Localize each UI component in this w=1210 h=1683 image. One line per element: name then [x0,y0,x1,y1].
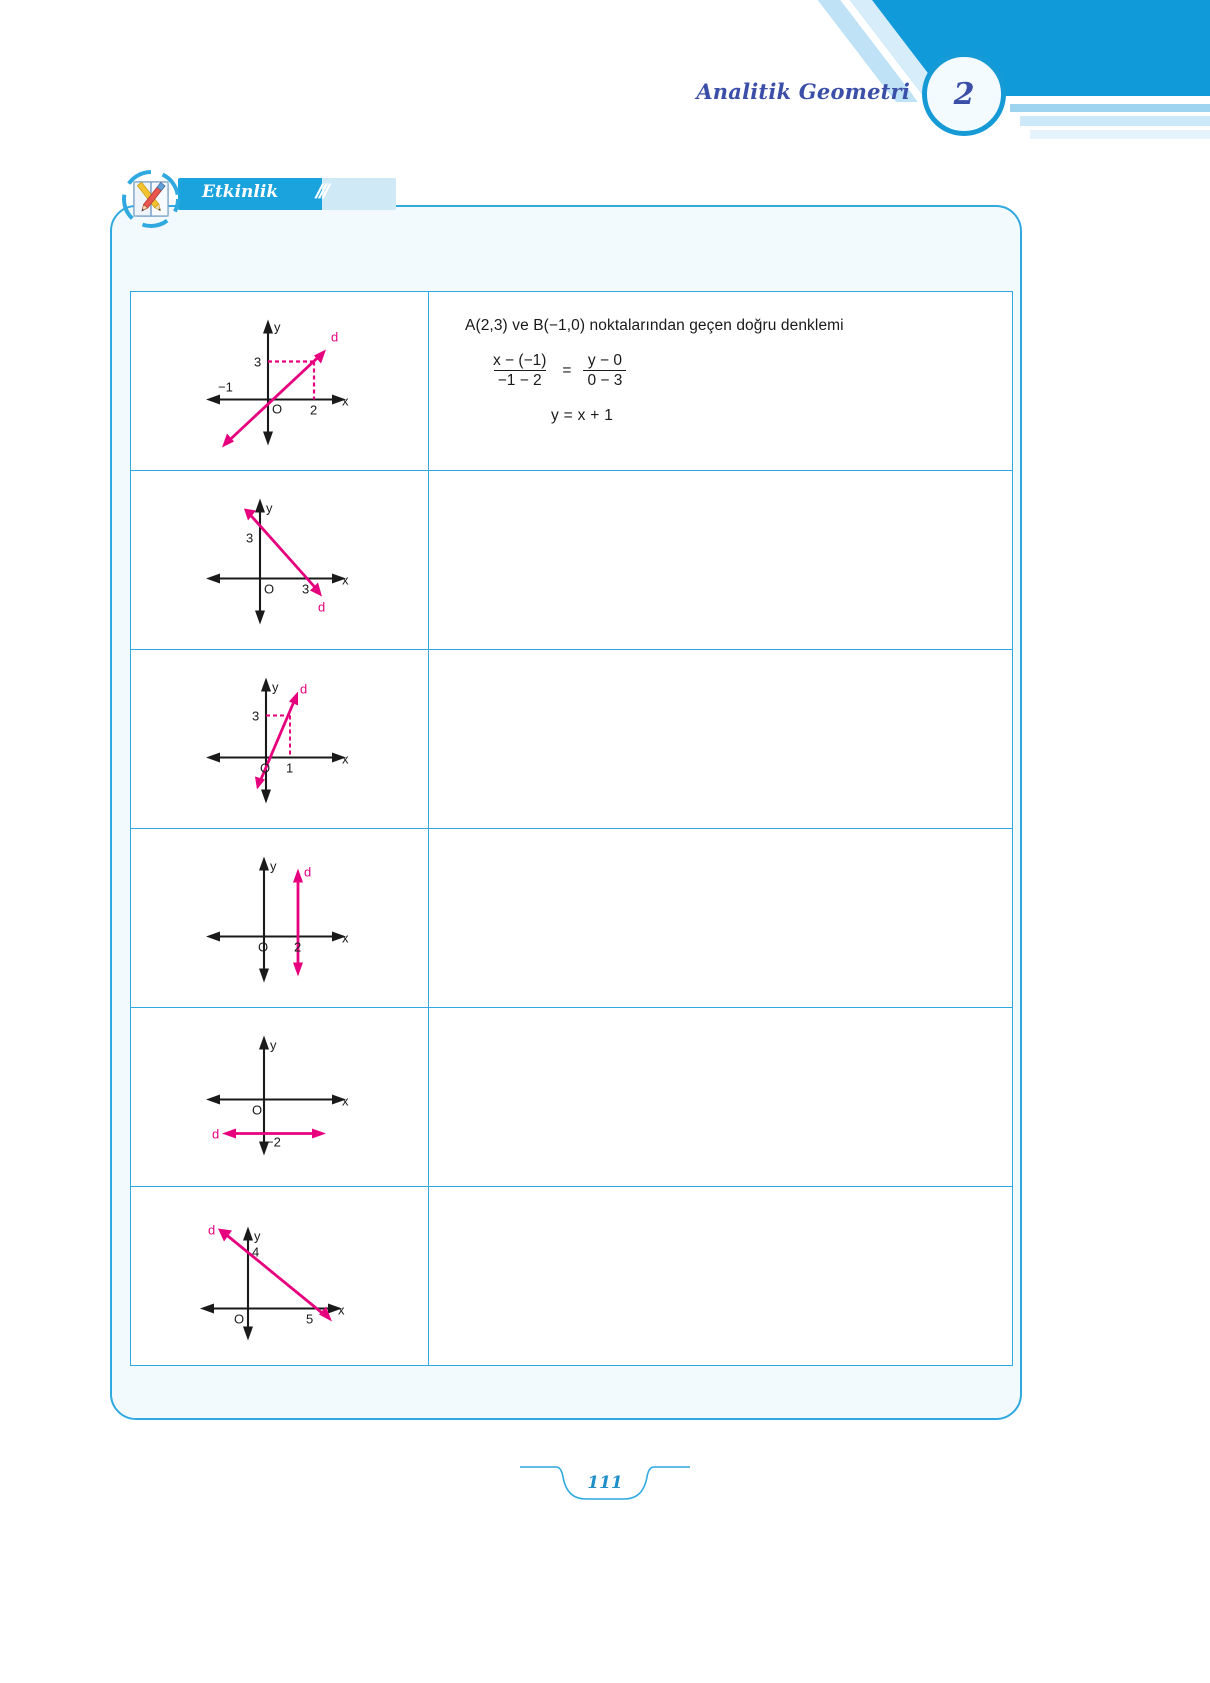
graph-line-through-origin-and-point-1-3 [131,650,428,828]
svg-text:x: x [341,930,348,946]
svg-text:d: d [211,1126,219,1142]
svg-text:y: y [253,1228,260,1244]
svg-text:y: y [269,1037,276,1053]
svg-text:d: d [303,864,311,880]
svg-text:d: d [330,329,338,345]
svg-text:y: y [269,858,276,874]
fraction-right [583,352,626,390]
graph-line-y-intercept-4-x-intercept-5 [131,1187,428,1365]
svg-text:x: x [341,572,348,588]
fraction-left-numerator: x − (−1) [493,352,547,369]
svg-text:5: 5 [305,1311,313,1327]
svg-text:1: 1 [285,760,293,776]
answer-equation [489,352,1012,390]
svg-text:x: x [337,1302,344,1318]
svg-text:d: d [207,1222,215,1238]
page-footer [0,1455,1210,1515]
svg-text:x: x [341,393,348,409]
graph-cell [131,292,429,471]
answer-result: y = x + 1 [551,406,614,424]
graph-vertical-line-x-equals-2 [131,829,428,1007]
book-pencil-icon [120,168,182,230]
svg-text:−1: −1 [217,379,233,395]
answer-cell[interactable] [429,471,1013,650]
fraction-right-denominator: 0 − 3 [583,370,626,389]
table-row [131,292,1013,471]
activity-header [120,168,400,230]
svg-text:x: x [341,751,348,767]
fraction-left-denominator: −1 − 2 [494,370,546,389]
table-row [131,829,1013,1008]
svg-text:d: d [317,599,325,615]
svg-text:x: x [341,1093,348,1109]
graph-cell [131,829,429,1008]
activity-slashes: /// [312,181,331,203]
table-row [131,650,1013,829]
table-row [131,1187,1013,1366]
svg-text:2: 2 [293,939,301,955]
graph-line-y-intercept-3-x-intercept-3 [131,471,428,649]
table-row [131,1008,1013,1187]
answer-cell[interactable] [429,1008,1013,1187]
svg-text:y: y [265,500,272,516]
svg-text:4: 4 [251,1244,259,1260]
svg-text:y: y [273,319,280,335]
svg-text:3: 3 [301,581,309,597]
activity-table [130,291,1013,1366]
table-row [131,471,1013,650]
answer-cell[interactable] [429,829,1013,1008]
answer-cell[interactable] [429,650,1013,829]
graph-cell [131,1008,429,1187]
chapter-number-badge [922,52,1006,136]
svg-text:O: O [233,1311,244,1327]
svg-text:O: O [259,760,270,776]
svg-text:O: O [271,401,282,417]
fraction-right-numerator: y − 0 [587,352,622,369]
svg-text:O: O [263,581,274,597]
svg-text:−2: −2 [265,1134,281,1150]
chapter-title: Analitik Geometri [696,79,910,104]
svg-text:3: 3 [253,354,261,370]
graph-cell [131,650,429,829]
graph-line-through-A2-3-and-B-neg1-0 [131,292,428,470]
svg-text:O: O [251,1102,262,1118]
graph-cell [131,471,429,650]
answer-cell[interactable] [429,292,1013,471]
svg-text:2: 2 [309,402,317,418]
answer-cell[interactable] [429,1187,1013,1366]
chapter-number: 2 [953,76,975,112]
graph-cell [131,1187,429,1366]
svg-text:3: 3 [245,530,253,546]
svg-text:d: d [299,681,307,697]
activity-label: Etkinlik [202,182,279,202]
equals-sign: = [562,361,572,379]
graph-horizontal-line-y-equals-minus-2 [131,1008,428,1186]
svg-text:O: O [257,939,268,955]
answer-statement: A(2,3) ve B(−1,0) noktalarından geçen doğru denklemi [465,317,844,334]
svg-text:y: y [271,679,278,695]
page-number: 111 [587,1473,623,1493]
fraction-left [489,352,550,390]
svg-text:3: 3 [251,708,259,724]
